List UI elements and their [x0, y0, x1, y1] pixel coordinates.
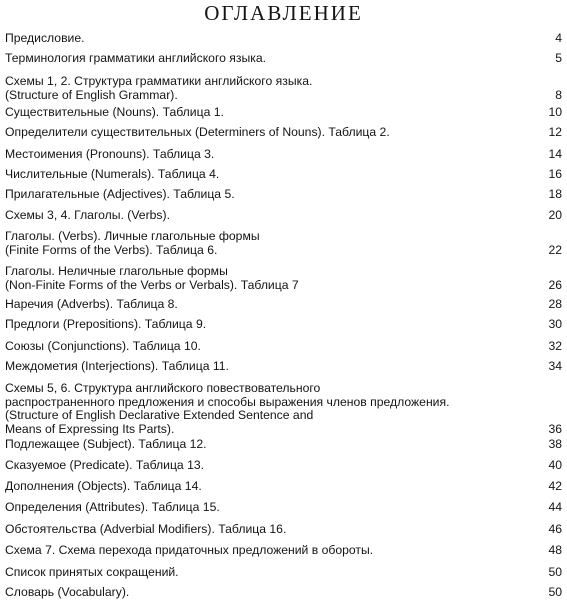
toc-entry-text: Предисловие. [5, 31, 85, 45]
toc-page-number: 34 [548, 359, 562, 373]
toc-page-number: 48 [548, 543, 562, 557]
toc-entry-text: Глаголы. Неличные глагольные формы [5, 264, 228, 278]
toc-page-number: 14 [548, 147, 562, 161]
toc-entry-text: (Structure of English Grammar). [5, 87, 178, 102]
toc-entry [5, 438, 565, 452]
toc-entry [5, 544, 565, 558]
toc-entry [5, 209, 565, 223]
toc-entry [5, 265, 565, 292]
toc-entry [5, 148, 565, 162]
toc-page-number: 50 [548, 565, 562, 579]
toc-page-number: 44 [548, 500, 562, 514]
toc-entry [5, 168, 565, 182]
page-title: ОГЛАВЛЕНИЕ [204, 1, 363, 25]
toc-entry [5, 340, 565, 354]
toc-entry-text: распространенного предложения и способы выражения членов предложения. [5, 394, 450, 409]
toc-entry [5, 75, 565, 102]
toc-entry [5, 501, 565, 515]
toc-entry-text: Существительные (Nouns). Таблица 1. [5, 105, 224, 119]
toc-entry [5, 360, 565, 374]
toc-page-number: 22 [548, 242, 562, 257]
toc-page-number: 38 [548, 437, 562, 451]
toc-entry-text: Определители существительных (Determiners of Nouns). Таблица 2. [5, 125, 390, 139]
toc-entry-text: Схемы 3, 4. Глаголы. (Verbs). [5, 208, 170, 222]
toc-page-number: 12 [548, 125, 562, 139]
toc-entry [5, 459, 565, 473]
toc-entry-text: Подлежащее (Subject). Таблица 12. [5, 437, 207, 451]
toc-entry-text: (Finite Forms of the Verbs). Таблица 6. [5, 242, 218, 257]
toc-entry-text: Схема 7. Схема перехода придаточных предложений в обороты. [5, 543, 374, 557]
toc-entry-text: Дополнения (Objects). Таблица 14. [5, 479, 202, 493]
toc-entry-text: Обстоятельства (Adverbial Modifiers). Таблица 16. [5, 522, 287, 536]
toc-page-number: 18 [548, 187, 562, 201]
toc-entry-text: Список принятых сокращений. [5, 565, 179, 579]
toc-entry-text: Союзы (Conjunctions). Таблица 10. [5, 339, 201, 353]
toc-entry [5, 586, 565, 600]
toc-entry-text: Числительные (Numerals). Таблица 4. [5, 167, 220, 181]
toc-entry [5, 523, 565, 537]
toc-entry-text: Предлоги (Prepositions). Таблица 9. [5, 317, 207, 331]
toc-entry-text: Means of Expressing Its Parts). [5, 421, 175, 436]
toc-entry [5, 382, 565, 436]
toc-page-number: 10 [548, 105, 562, 119]
toc-entry [5, 52, 565, 66]
toc-entry-text: Схемы 5, 6. Структура английского повествовательного [5, 381, 321, 395]
toc-entry [5, 188, 565, 202]
toc-entry-text: Прилагательные (Adjectives). Таблица 5. [5, 187, 235, 201]
toc-entry [5, 230, 565, 257]
toc-entry [5, 32, 565, 46]
toc-entry-text: Схемы 1, 2. Структура грамматики английского языка. [5, 74, 313, 88]
toc-page-number: 36 [548, 421, 562, 436]
toc-page-number: 5 [555, 51, 562, 65]
toc-page-number: 42 [548, 479, 562, 493]
toc-page-number: 32 [548, 339, 562, 353]
toc-entry-text: (Non-Finite Forms of the Verbs or Verbals). Таблица 7 [5, 277, 299, 292]
toc-entry-text: Наречия (Adverbs). Таблица 8. [5, 297, 178, 311]
toc-page-number: 40 [548, 458, 562, 472]
toc-entry [5, 318, 565, 332]
toc-entry-text: Междометия (Interjections). Таблица 11. [5, 359, 229, 373]
toc-entry-text: Глаголы. (Verbs). Личные глагольные формы [5, 229, 260, 243]
toc-page-number: 26 [548, 277, 562, 292]
toc-page-number: 46 [548, 522, 562, 536]
toc-entry-text: Словарь (Vocabulary). [5, 585, 130, 599]
toc-entry [5, 298, 565, 312]
toc-entry-text: (Structure of English Declarative Extended Sentence and [5, 408, 314, 422]
toc-entry [5, 566, 565, 580]
toc-entry [5, 480, 565, 494]
toc-entry [5, 106, 565, 120]
toc-page-number: 30 [548, 317, 562, 331]
toc-page-number: 20 [548, 208, 562, 222]
toc-page-number: 16 [548, 167, 562, 181]
toc-entry-text: Определения (Attributes). Таблица 15. [5, 500, 220, 514]
toc-page-number: 28 [548, 297, 562, 311]
toc-page-number: 4 [555, 31, 562, 45]
toc-entry-text: Терминология грамматики английского языка. [5, 51, 267, 65]
toc-entry-text: Местоимения (Pronouns). Таблица 3. [5, 147, 215, 161]
toc-entry-text: Сказуемое (Predicate). Таблица 13. [5, 458, 205, 472]
toc-page-number: 8 [555, 87, 562, 102]
toc-entry [5, 126, 565, 140]
toc-page-number: 50 [548, 585, 562, 599]
